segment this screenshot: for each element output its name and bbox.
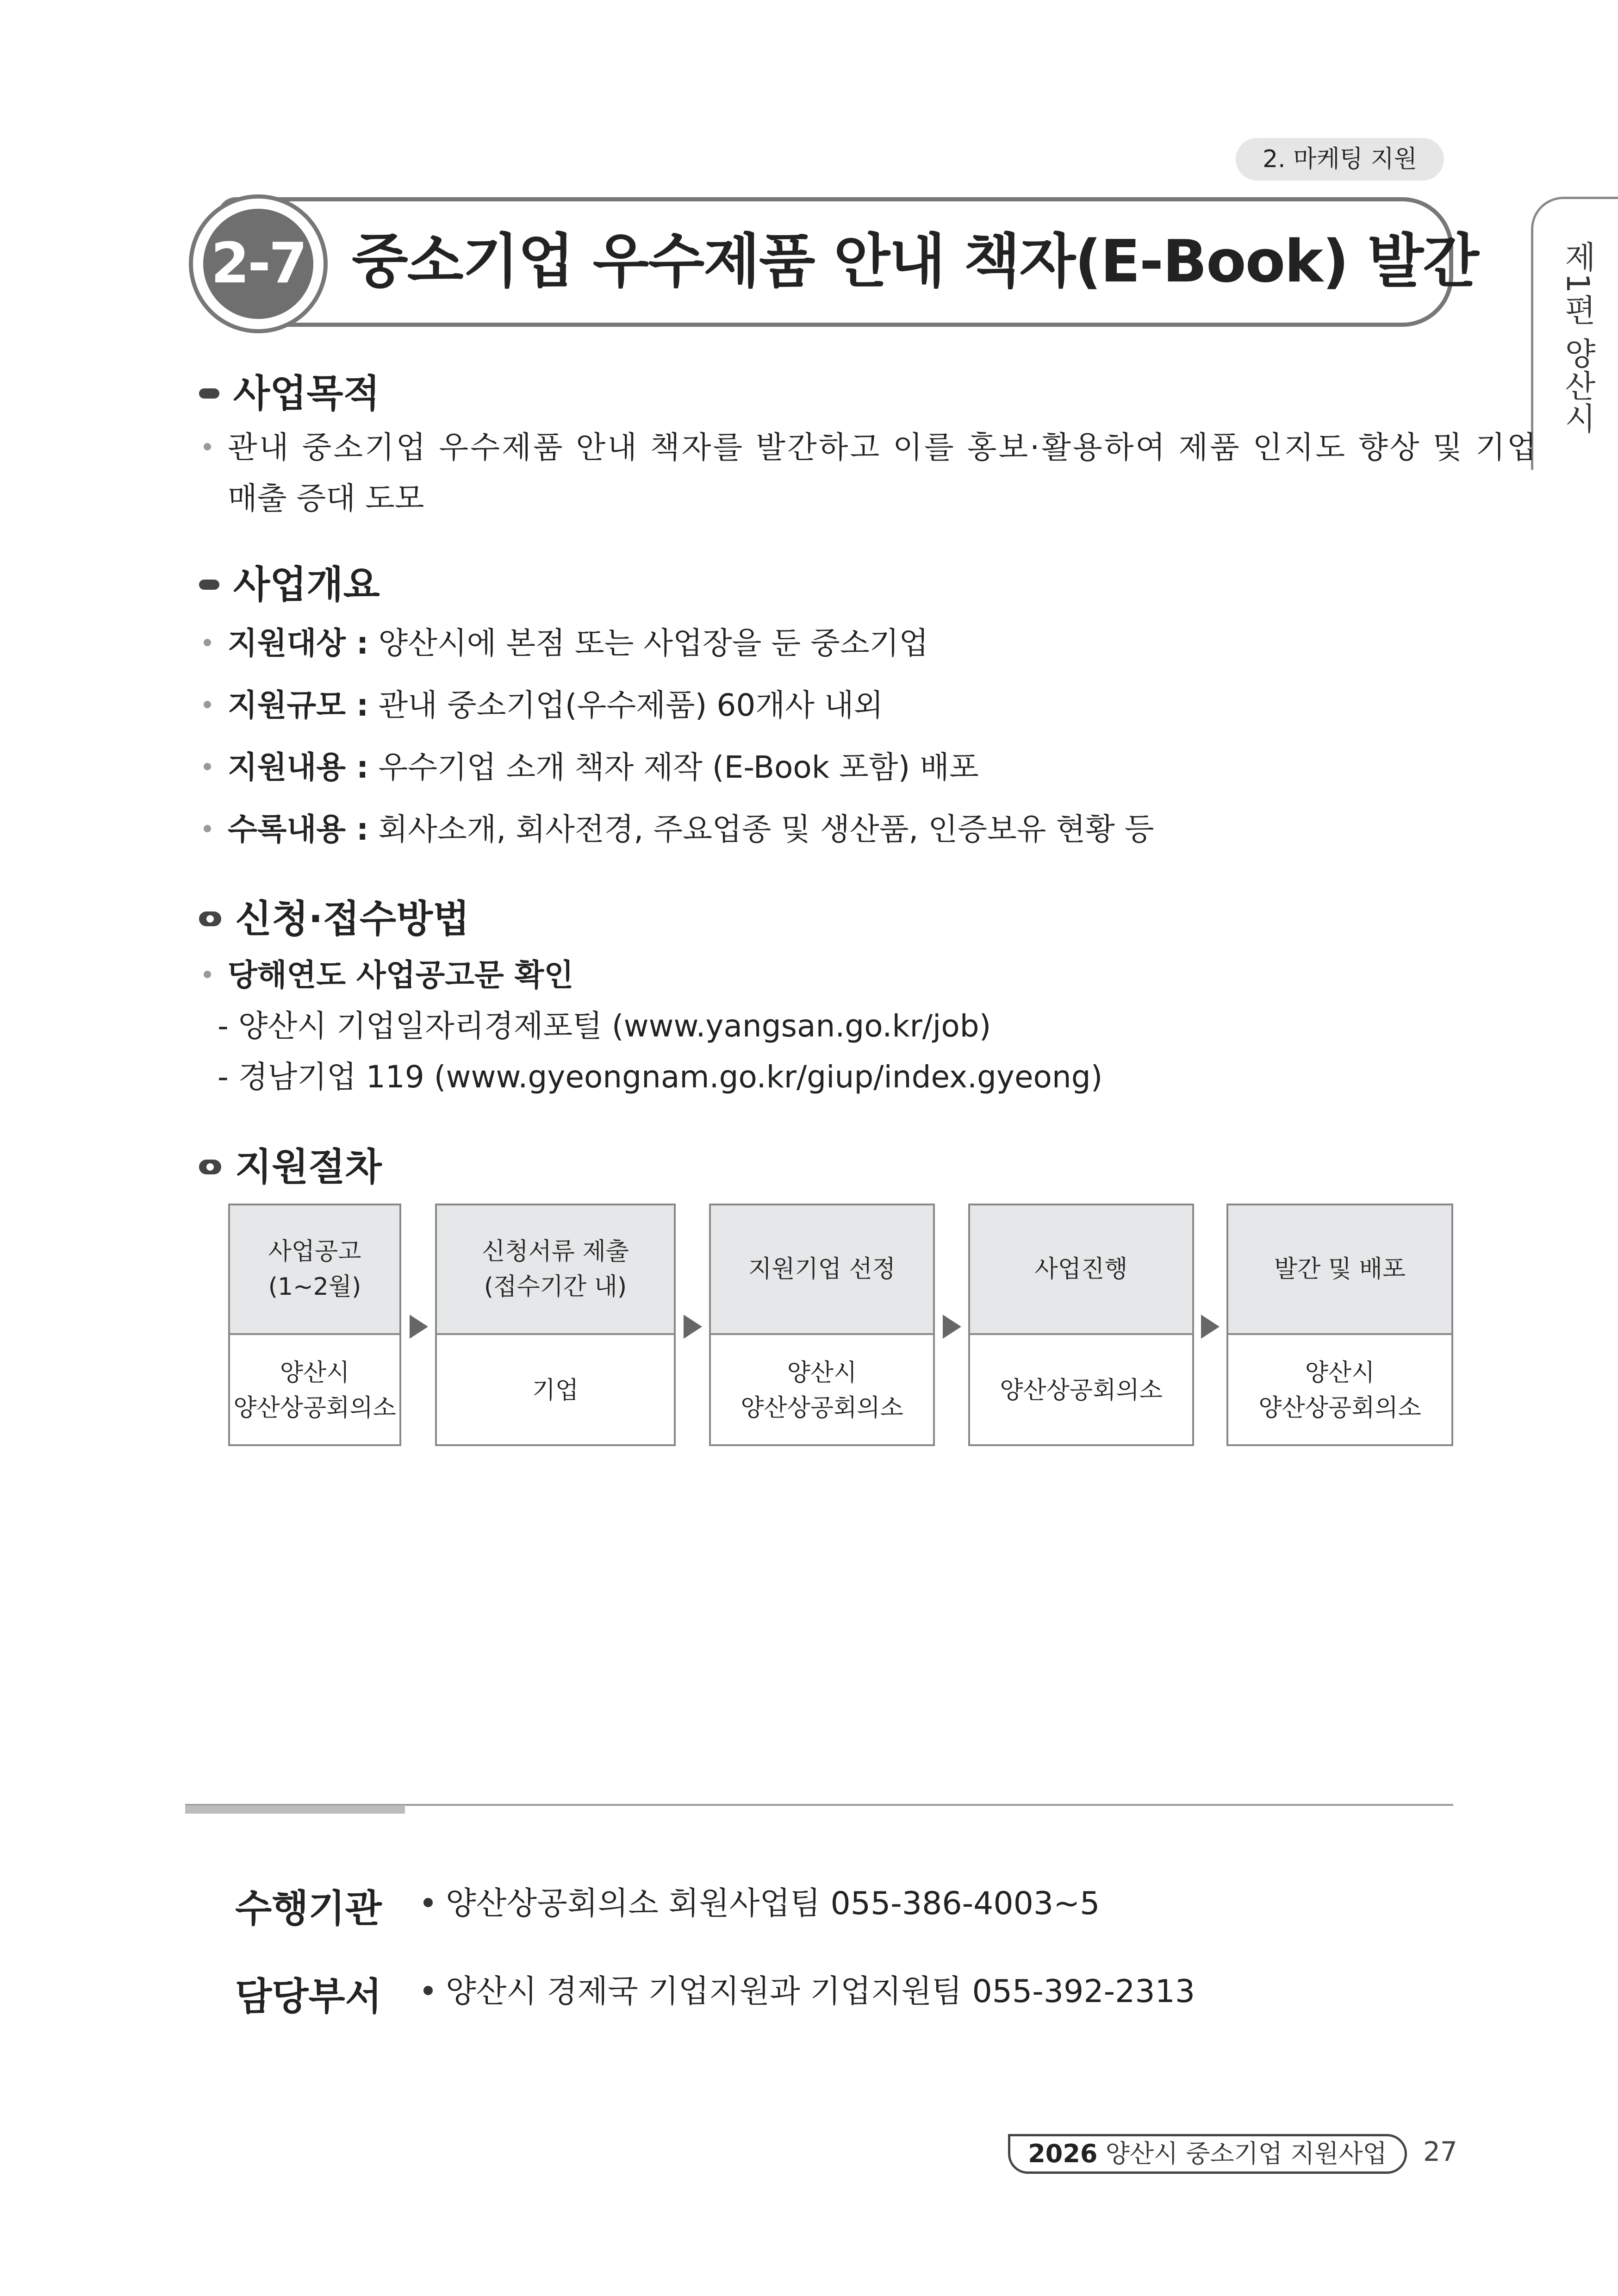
section-tag: 2. 마케팅 지원	[1236, 138, 1444, 181]
bullet-dot-icon	[204, 763, 211, 770]
dash-bullet-icon	[199, 580, 219, 590]
overview-item-contents-list: 수록내용 : 회사소개, 회사전경, 주요업종 및 생산품, 인증보유 현황 등	[204, 809, 1154, 850]
contact-text-department: 양산시 경제국 기업지원과 기업지원팀 055-392-2313	[423, 1966, 1195, 2011]
procedure-step-owner: 양산시 양산상공회의소	[233, 1359, 396, 1422]
procedure-step-owner: 기업	[532, 1377, 579, 1404]
procedure-step-owner: 양산시 양산상공회의소	[741, 1359, 903, 1422]
bullet-dot-icon	[204, 825, 211, 832]
bullet-dot-icon	[204, 443, 211, 450]
contact-label-department: 담당부서	[235, 1975, 382, 2019]
overview-item-target: 지원대상 : 양산시에 본점 또는 사업장을 둔 중소기업	[204, 623, 928, 664]
title-number-badge	[189, 194, 328, 333]
side-tab-label: 제1편 양산시	[1559, 241, 1596, 435]
apply-main: 당해연도 사업공고문 확인	[204, 955, 573, 996]
overview-item-content: 지원내용 : 우수기업 소개 책자 제작 (E-Book 포함) 배포	[204, 747, 979, 788]
procedure-step	[435, 1204, 676, 1446]
arrow-right-icon	[684, 1315, 702, 1339]
procedure-step-title: 사업진행	[970, 1205, 1192, 1335]
title-number: 2-7	[203, 209, 313, 319]
contact-label-agency: 수행기관	[235, 1887, 382, 1931]
footer-title: 2026 양산시 중소기업 지원사업	[1008, 2134, 1407, 2174]
apply-link-gyeongnam: - 경남기업 119 (www.gyeongnam.go.kr/giup/index.gyeong)	[218, 1059, 1103, 1095]
arrow-right-icon	[943, 1315, 961, 1339]
arrow-right-icon	[410, 1315, 428, 1339]
procedure-step-title: 발간 및 배포	[1228, 1205, 1451, 1335]
procedure-step	[968, 1204, 1194, 1446]
bullet-dot-icon	[423, 1986, 433, 1995]
bullet-dot-icon	[204, 639, 211, 646]
procedure-step-title: 신청서류 제출 (접수기간 내)	[437, 1205, 674, 1335]
apply-link-yangsan: - 양산시 기업일자리경제포털 (www.yangsan.go.kr/job)	[218, 1008, 991, 1044]
circle-bullet-icon	[199, 1160, 221, 1174]
procedure-step-title: 사업공고 (1~2월)	[230, 1205, 399, 1335]
procedure-step	[709, 1204, 935, 1446]
procedure-step	[228, 1204, 401, 1446]
bullet-dot-icon	[204, 971, 211, 978]
apply-heading: 신청·접수방법	[199, 889, 469, 943]
circle-bullet-icon	[199, 911, 221, 926]
dash-bullet-icon	[199, 388, 219, 399]
page-number: 27	[1423, 2136, 1457, 2167]
procedure-step	[1226, 1204, 1453, 1446]
procedure-step-title: 지원기업 선정	[711, 1205, 933, 1335]
divider-accent	[185, 1805, 405, 1814]
contact-text-agency: 양산상공회의소 회원사업팀 055-386-4003~5	[423, 1878, 1100, 1923]
procedure-step-owner: 양산시 양산상공회의소	[1258, 1359, 1421, 1422]
page-title: 중소기업 우수제품 안내 책자(E-Book) 발간	[352, 227, 1478, 295]
bullet-dot-icon	[423, 1898, 433, 1907]
purpose-heading: 사업목적	[199, 363, 380, 418]
arrow-right-icon	[1201, 1315, 1220, 1339]
bullet-dot-icon	[204, 701, 211, 708]
purpose-text: 관내 중소기업 우수제품 안내 책자를 발간하고 이를 홍보·활용하여 제품 인지도 향상 및 기업 매출 증대 도모	[204, 422, 1462, 524]
procedure-step-owner: 양산상공회의소	[1000, 1377, 1163, 1404]
overview-heading: 사업개요	[199, 555, 380, 609]
procedure-heading: 지원절차	[199, 1137, 382, 1191]
overview-item-scale: 지원규모 : 관내 중소기업(우수제품) 60개사 내외	[204, 685, 883, 726]
